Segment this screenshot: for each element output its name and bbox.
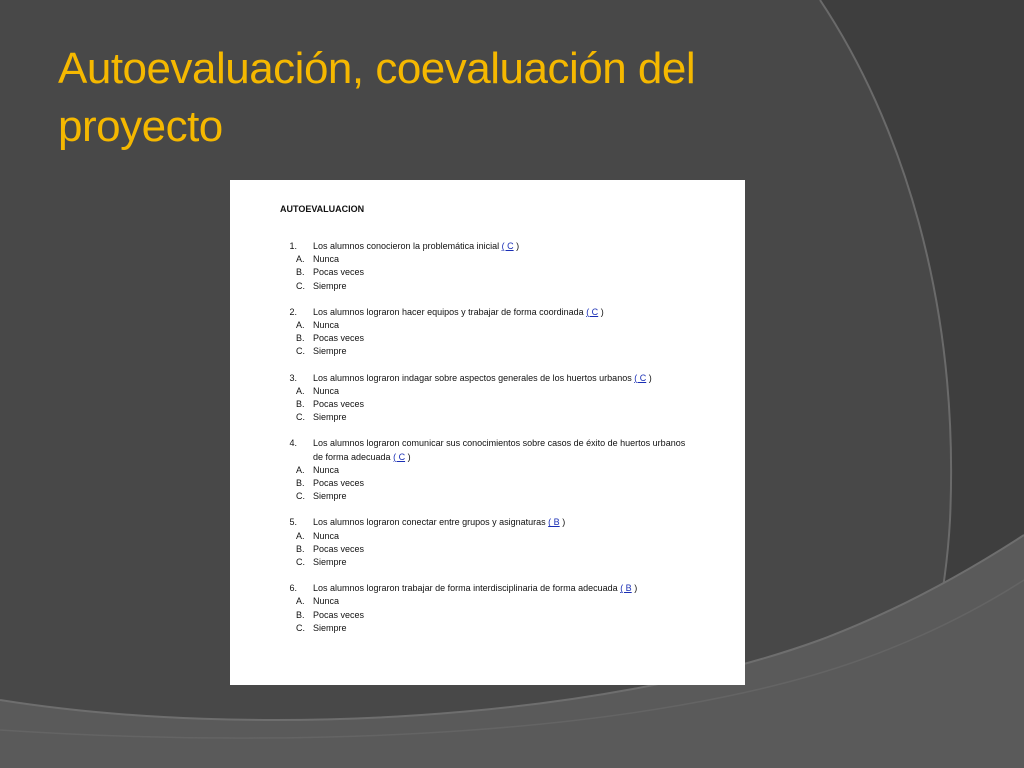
option-label: Pocas veces [313, 543, 365, 554]
option-letter: A. [296, 254, 305, 265]
option-item [280, 332, 745, 345]
question-number: 2. [289, 306, 297, 317]
option-label: Nunca [313, 530, 340, 541]
question-item [280, 437, 745, 503]
question-item [280, 372, 745, 425]
option-label: Pocas veces [313, 478, 365, 489]
question-text: Los alumnos lograron trabajar de forma interdisciplinaria de forma adecuada [313, 583, 618, 594]
option-label: Nunca [313, 385, 340, 396]
option-item [280, 411, 745, 424]
option-letter: C. [296, 622, 305, 633]
question-text: Los alumnos lograron hacer equipos y trabajar de forma coordinada [313, 306, 584, 317]
answer-close: ) [600, 306, 604, 317]
question-item [280, 306, 745, 359]
option-item [280, 556, 745, 569]
option-label: Pocas veces [313, 609, 365, 620]
question-text-wrap [313, 306, 693, 319]
answer-mark[interactable]: ( B [620, 583, 632, 594]
option-letter: C. [296, 491, 305, 502]
answer-mark[interactable]: ( C [634, 372, 647, 383]
option-letter: B. [296, 609, 305, 620]
option-label: Siempre [313, 557, 347, 568]
option-item [280, 464, 745, 477]
question-number: 6. [289, 583, 297, 594]
option-item [280, 319, 745, 332]
option-letter: A. [296, 385, 305, 396]
option-item [280, 280, 745, 293]
option-label: Nunca [313, 254, 340, 265]
question-list [280, 240, 745, 635]
question-text-wrap [313, 372, 693, 385]
option-item [280, 530, 745, 543]
option-letter: C. [296, 280, 305, 291]
question-item [280, 582, 745, 635]
question-text-wrap [313, 240, 693, 253]
answer-mark[interactable]: ( C [501, 241, 514, 251]
option-item [280, 345, 745, 358]
option-item [280, 490, 745, 503]
question-number: 1. [289, 241, 297, 251]
question-row [280, 437, 745, 463]
question-text: Los alumnos lograron conectar entre grupos y asignaturas [313, 517, 546, 528]
option-letter: A. [296, 464, 305, 475]
option-item [280, 595, 745, 608]
option-label: Nunca [313, 464, 340, 475]
option-item [280, 477, 745, 490]
option-item [280, 543, 745, 556]
option-item [280, 253, 745, 266]
question-item [280, 516, 745, 569]
option-letter: A. [296, 596, 305, 607]
option-letter: C. [296, 412, 305, 423]
question-number: 3. [289, 372, 297, 383]
option-item [280, 398, 745, 411]
document-heading: AUTOEVALUACION [280, 204, 365, 214]
answer-close: ) [407, 451, 411, 462]
option-letter: B. [296, 478, 305, 489]
question-text: Los alumnos lograron indagar sobre aspectos generales de los huertos urbanos [313, 372, 632, 383]
option-letter: C. [296, 346, 305, 357]
option-label: Pocas veces [313, 399, 365, 410]
option-letter: B. [296, 333, 305, 344]
question-row [280, 372, 745, 385]
question-row [280, 516, 745, 529]
option-label: Nunca [313, 596, 340, 607]
question-text-wrap [313, 582, 693, 595]
document-page [230, 180, 745, 685]
option-letter: B. [296, 399, 305, 410]
question-row [280, 240, 745, 253]
option-label: Pocas veces [313, 333, 365, 344]
option-item [280, 385, 745, 398]
question-number: 4. [289, 438, 297, 449]
option-label: Siempre [313, 622, 347, 633]
option-label: Pocas veces [313, 267, 365, 278]
question-text: Los alumnos lograron comunicar sus conocimientos sobre casos de éxito de huertos urbanos de forma adecuada [313, 438, 686, 462]
answer-close: ) [562, 517, 566, 528]
question-text: Los alumnos conocieron la problemática inicial [313, 241, 500, 251]
answer-close: ) [634, 583, 638, 594]
option-letter: A. [296, 320, 305, 331]
slide-title: Autoevaluación, coevaluación del proyecto [58, 44, 696, 151]
option-letter: B. [296, 543, 305, 554]
question-row [280, 582, 745, 595]
option-item [280, 609, 745, 622]
answer-mark[interactable]: ( C [586, 306, 599, 317]
answer-close: ) [648, 372, 652, 383]
question-text-wrap [313, 437, 693, 463]
option-label: Siempre [313, 412, 347, 423]
option-letter: A. [296, 530, 305, 541]
option-label: Siempre [313, 491, 347, 502]
question-number: 5. [289, 517, 297, 528]
option-item [280, 622, 745, 635]
question-text-wrap [313, 516, 693, 529]
option-label: Siempre [313, 280, 347, 291]
option-label: Nunca [313, 320, 340, 331]
option-letter: C. [296, 557, 305, 568]
answer-mark[interactable]: ( B [548, 517, 560, 528]
question-row [280, 306, 745, 319]
option-letter: B. [296, 267, 305, 278]
option-label: Siempre [313, 346, 347, 357]
answer-mark[interactable]: ( C [393, 451, 406, 462]
option-item [280, 266, 745, 279]
answer-close: ) [516, 241, 520, 251]
question-item [280, 240, 745, 293]
